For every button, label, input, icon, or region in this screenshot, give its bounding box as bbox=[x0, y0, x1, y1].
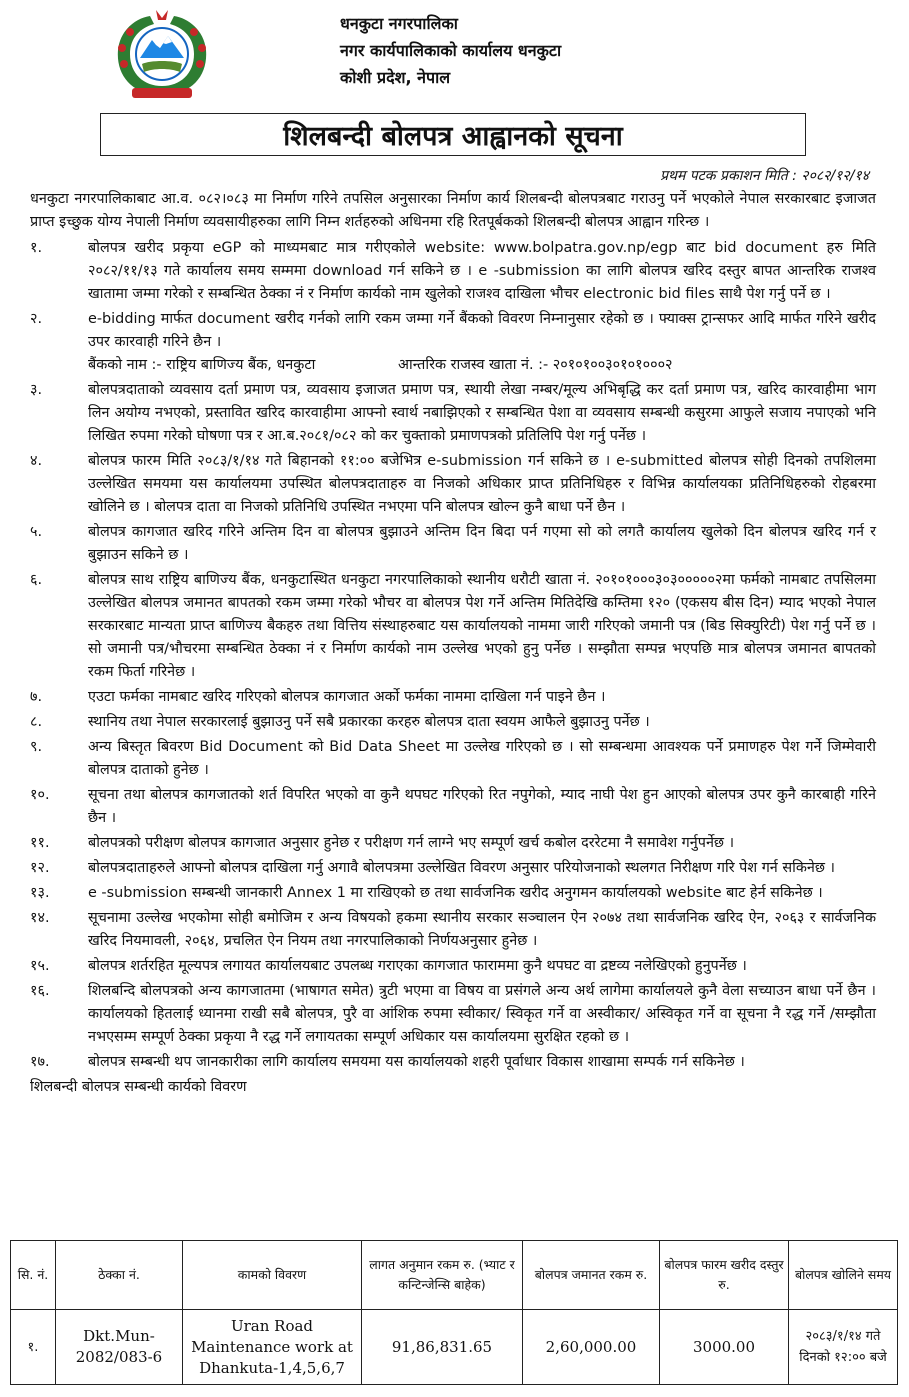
letterhead bbox=[0, 0, 909, 112]
cell-form-fee: 3000.00 bbox=[660, 1310, 789, 1385]
column-header: लागत अनुमान रकम रु. (भ्याट र कन्टिन्जेन्सि बाहेक) bbox=[362, 1241, 523, 1310]
column-header: सि. नं. bbox=[11, 1241, 56, 1310]
list-item: १०. सूचना तथा बोलपत्र कागजातको शर्त विपरित भएको वा कुनै थपघट गरिएको रित नपुगेको, म्याद नाघी पेश हुन आएको बोलपत्र उपर कुनै कारबाही गरिने छैन । bbox=[30, 787, 876, 826]
list-item: १५. बोलपत्र शर्तरहित मूल्यपत्र लगायत कार्यालयबाट उपलब्ध गराएका कागजात फाराममा कुनै थपघट वा द्रष्टव्य नलेखिएको हुनुपर्नेछ । bbox=[30, 958, 747, 974]
table-caption: शिलबन्दी बोलपत्र सम्बन्धी कार्यको विवरण bbox=[30, 1079, 247, 1095]
government-emblem-icon bbox=[110, 8, 214, 104]
cell-serial: १. bbox=[11, 1310, 56, 1385]
works-table bbox=[10, 1240, 898, 1385]
list-item: ५. बोलपत्र कागजात खरिद गरिने अन्तिम दिन वा बोलपत्र बुझाउने अन्तिम दिन बिदा पर्न गएमा सो को लगतै कार्यालय खुलेको दिन बोलपत्र खरिद गर्न र बुझाउन सकिने छ । bbox=[30, 524, 876, 563]
column-header: ठेक्का नं. bbox=[56, 1241, 183, 1310]
notice-body bbox=[30, 188, 876, 1099]
list-item: १. बोलपत्र खरीद प्रकृया eGP को माध्यमबाट मात्र गरीएकोले website: www.bolpatra.gov.np/egp बाट bid document हरु मिति २०८२/११/१३ गते कार्यालय समय सम्ममा download गर्न सकिने छ । e -submission का लागि बोलपत्र खरिद दस्तुर बापत आन्तरिक राजश्व खातामा जम्मा गरेको र सम्बन्धित ठेक्का नं र निर्माण कार्यको नाम खुलेको राजश्व दाखिला भौचर electronic bid files साथै पेश गर्नु पर्ने छ । bbox=[30, 240, 876, 302]
list-item: १२. बोलपत्रदाताहरुले आफ्नो बोलपत्र दाखिला गर्नु अगावै बोलपत्रमा उल्लेखित विवरण अनुसार परियोजनाको स्थलगत निरीक्षण गरि पेश गर्न सकिनेछ । bbox=[30, 860, 835, 876]
bank-name: बैंकको नाम :- राष्ट्रिय बाणिज्य बैंक, धनकुटा bbox=[88, 357, 316, 373]
list-item: १६. शिलबन्दि बोलपत्रको अन्य कागजातमा (भाषागत समेत) त्रुटी भएमा वा विषय वा प्रसंगले अन्य अर्थ लागेमा कार्यालयले कुनै वेला सच्याउन बाधा पर्ने छैन । कार्यालयको हितलाई ध्यानमा राखी सबै बोलपत्र, पुरै वा आंशिक रुपमा स्वीकार/ स्विकृत गर्ने वा अस्वीकार/ अस्विकृत गर्ने वा सूचना नै रद्ध गर्ने /सम्झौता नभएसम्म सम्पूर्ण ठेक्का प्रकृया नै रद्ध गर्ने लगायतका सम्पूर्ण अधिकार यस कार्यालयमा सुरक्षित रहको छ । bbox=[30, 983, 876, 1045]
list-item: ४. बोलपत्र फारम मिति २०८३/१/१४ गते बिहानको ११:०० बजेभित्र e-submission गर्न सकिने छ । e-submitted बोलपत्र सोही दिनको तपशिलमा उल्लेखित समयमा यस कार्यालयमा उपस्थित बोलपत्रदाताहरु वा निजको अधिकार प्राप्त प्रतिनिधिहरु र विभिन्न कार्यालयका प्रतिनिधिहरुको रोहबरमा खोलिने छ । बोलपत्र दाता वा निजको प्रतिनिधि उपस्थित नभएमा पनि बोलपत्र खोल्न कुनै बाधा पर्ने छैन । bbox=[30, 453, 876, 515]
intro-paragraph: धनकुटा नगरपालिकाबाट आ.व. ०८२।०८३ मा निर्माण गरिने तपसिल अनुसारका निर्माण कार्य शिलबन्दी बोलपत्रबाट गराउनु पर्ने भएकोले नेपाल सरकारबाट इजाजत प्राप्त इच्छुक योग्य नेपाली निर्माण व्यवसायीहरुका लागि निम्न शर्तहरुको अधिनमा रहि रितपूर्बकको शिलबन्दी बोलपत्र आह्वान गरिन्छ । bbox=[30, 191, 876, 230]
column-header: बोलपत्र जमानत रकम रु. bbox=[523, 1241, 660, 1310]
column-header: बोलपत्र खोलिने समय bbox=[789, 1241, 898, 1310]
list-item: १३. e -submission सम्बन्धी जानकारी Annex 1 मा राखिएको छ तथा सार्वजनिक खरीद अनुगमन कार्यालयको website बाट हेर्न सकिनेछ । bbox=[30, 885, 823, 901]
table-row bbox=[11, 1310, 898, 1385]
list-item: ६. बोलपत्र साथ राष्ट्रिय बाणिज्य बैंक, धनकुटास्थित धनकुटा नगरपालिकाको स्थानीय धरौटी खाता नं. २०१०१०००३०३०००००२मा फर्मको नामबाट तपसिलमा उल्लेखित बोलपत्र जमानत बापतको रकम जम्मा गरेको भौचर वा बोलपत्र पेश गर्ने अन्तिम मितिदेखि कम्तिमा १२० (एकसय बीस दिन) म्याद भएको नेपाल सरकारबाट मान्यता प्राप्त बाणिज्य बैकहरु तथा वित्तिय संस्थाहरुबाट यस कार्यालयको नाममा जारी गरिएको जमानी पत्र (बिड सिक्युरिटी) पेश गर्नु पर्ने छ । सो जमानी पत्र/भौचरमा सम्बन्धित ठेक्का नं र निर्माण कार्यको नाम उल्लेख भएको हुनु पर्नेछ । सम्झौता सम्पन्न भएपछि मात्र बोलपत्र जमानत बापतको रकम फिर्ता गरिनेछ । bbox=[30, 572, 876, 680]
cell-bid-security: 2,60,000.00 bbox=[523, 1310, 660, 1385]
list-item: ११. बोलपत्रको परीक्षण बोलपत्र कागजात अनुसार हुनेछ र परीक्षण गर्न लाग्ने भए सम्पूर्ण खर्च कबोल दररेटमा नै समावेश गर्नुपर्नेछ । bbox=[30, 835, 735, 851]
province-name: कोशी प्रदेश, नेपाल bbox=[340, 68, 451, 87]
list-item: ९. अन्य बिस्तृत बिवरण Bid Document को Bid Data Sheet मा उल्लेख गरिएको छ । सो सम्बन्धमा आवश्यक पर्ने प्रमाणहरु पेश गर्ने जिम्मेवारी बोलपत्र दाताको हुनेछ । bbox=[30, 739, 876, 778]
municipality-name: धनकुटा नगरपालिका bbox=[340, 14, 458, 33]
list-item: १४. सूचनामा उल्लेख भएकोमा सोही बमोजिम र अन्य विषयको हकमा स्थानीय सरकार सञ्चालन ऐन २०७४ तथा सार्वजनिक खरिद ऐन, २०६३ र सार्वजनिक खरिद नियमावली, २०६४, प्रचलित ऐन नियम तथा नगरपालिकाको निर्णयअनुसार हुनेछ । bbox=[30, 910, 876, 949]
cell-contract-no: Dkt.Mun-2082/083-6 bbox=[56, 1310, 183, 1385]
list-item: ७. एउटा फर्मका नामबाट खरिद गरिएको बोलपत्र कागजात अर्को फर्मका नाममा दाखिला गर्न पाइने छैन । bbox=[30, 689, 606, 705]
list-item: ८. स्थानिय तथा नेपाल सरकारलाई बुझाउनु पर्ने सबै प्रकारका करहरु बोलपत्र दाता स्वयम आफैले बुझाउनु पर्नेछ । bbox=[30, 714, 650, 730]
column-header: बोलपत्र फारम खरीद दस्तुर रु. bbox=[660, 1241, 789, 1310]
bank-account: आन्तरिक राजस्व खाता नं. :- २०१०१००३०१०१०००२ bbox=[398, 357, 673, 373]
bank-details bbox=[88, 354, 876, 377]
cell-cost-estimate: 91,86,831.65 bbox=[362, 1310, 523, 1385]
table-header-row bbox=[11, 1241, 898, 1310]
list-item: १७. बोलपत्र सम्बन्धी थप जानकारीका लागि कार्यालय समयमा यस कार्यालयको शहरी पूर्वाधार विकास शाखामा सम्पर्क गर्न सकिनेछ । bbox=[30, 1054, 745, 1070]
office-name: नगर कार्यपालिकाको कार्यालय धनकुटा bbox=[340, 41, 562, 60]
cell-work-description: Uran Road Maintenance work at Dhankuta-1,4,5,6,7 bbox=[183, 1310, 362, 1385]
list-item: २. e-bidding मार्फत document खरीद गर्नको लागि रकम जम्मा गर्ने बैंकको विवरण निम्नानुसार रहेको छ । फ्याक्स ट्रान्सफर आदि मार्फत गरिने खरीद उपर कारवाही गरिने छैन । बैंकको नाम :- राष्ट्रिय बाणिज्य बैंक, धनकुटा आन्तरिक राजस्व खाता नं. :- २०१०१००३०१०१०००२ bbox=[30, 308, 876, 377]
publication-date: प्रथम पटक प्रकाशन मिति : २०८२/१२/१४ bbox=[660, 168, 869, 184]
cell-opening-time: २०८३/१/१४ गते दिनको १२:०० बजे bbox=[789, 1310, 898, 1385]
notice-title: शिलबन्दी बोलपत्र आह्वानको सूचना bbox=[100, 113, 806, 156]
list-item: ३. बोलपत्रदाताको व्यवसाय दर्ता प्रमाण पत्र, व्यवसाय इजाजत प्रमाण पत्र, स्थायी लेखा नम्बर/मूल्य अभिबृद्धि कर दर्ता प्रमाण पत्र, खरिद कारवाहीमा भाग लिन अयोग्य नभएको, प्रस्तावित खरिद कारवाहीमा आफ्नो स्वार्थ नबाझिएको र सम्बन्धित पेशा वा व्यवसाय सम्बन्धी कसुरमा आफुले सजाय नपाएको भनि लिखित रुपमा गरेको घोषणा पत्र र आ.ब.२०८१/०८२ को कर चुक्ताको प्रमाणपत्रको प्रतिलिपि पेश गर्नु पर्नेछ । bbox=[30, 382, 876, 444]
column-header: कामको विवरण bbox=[183, 1241, 362, 1310]
